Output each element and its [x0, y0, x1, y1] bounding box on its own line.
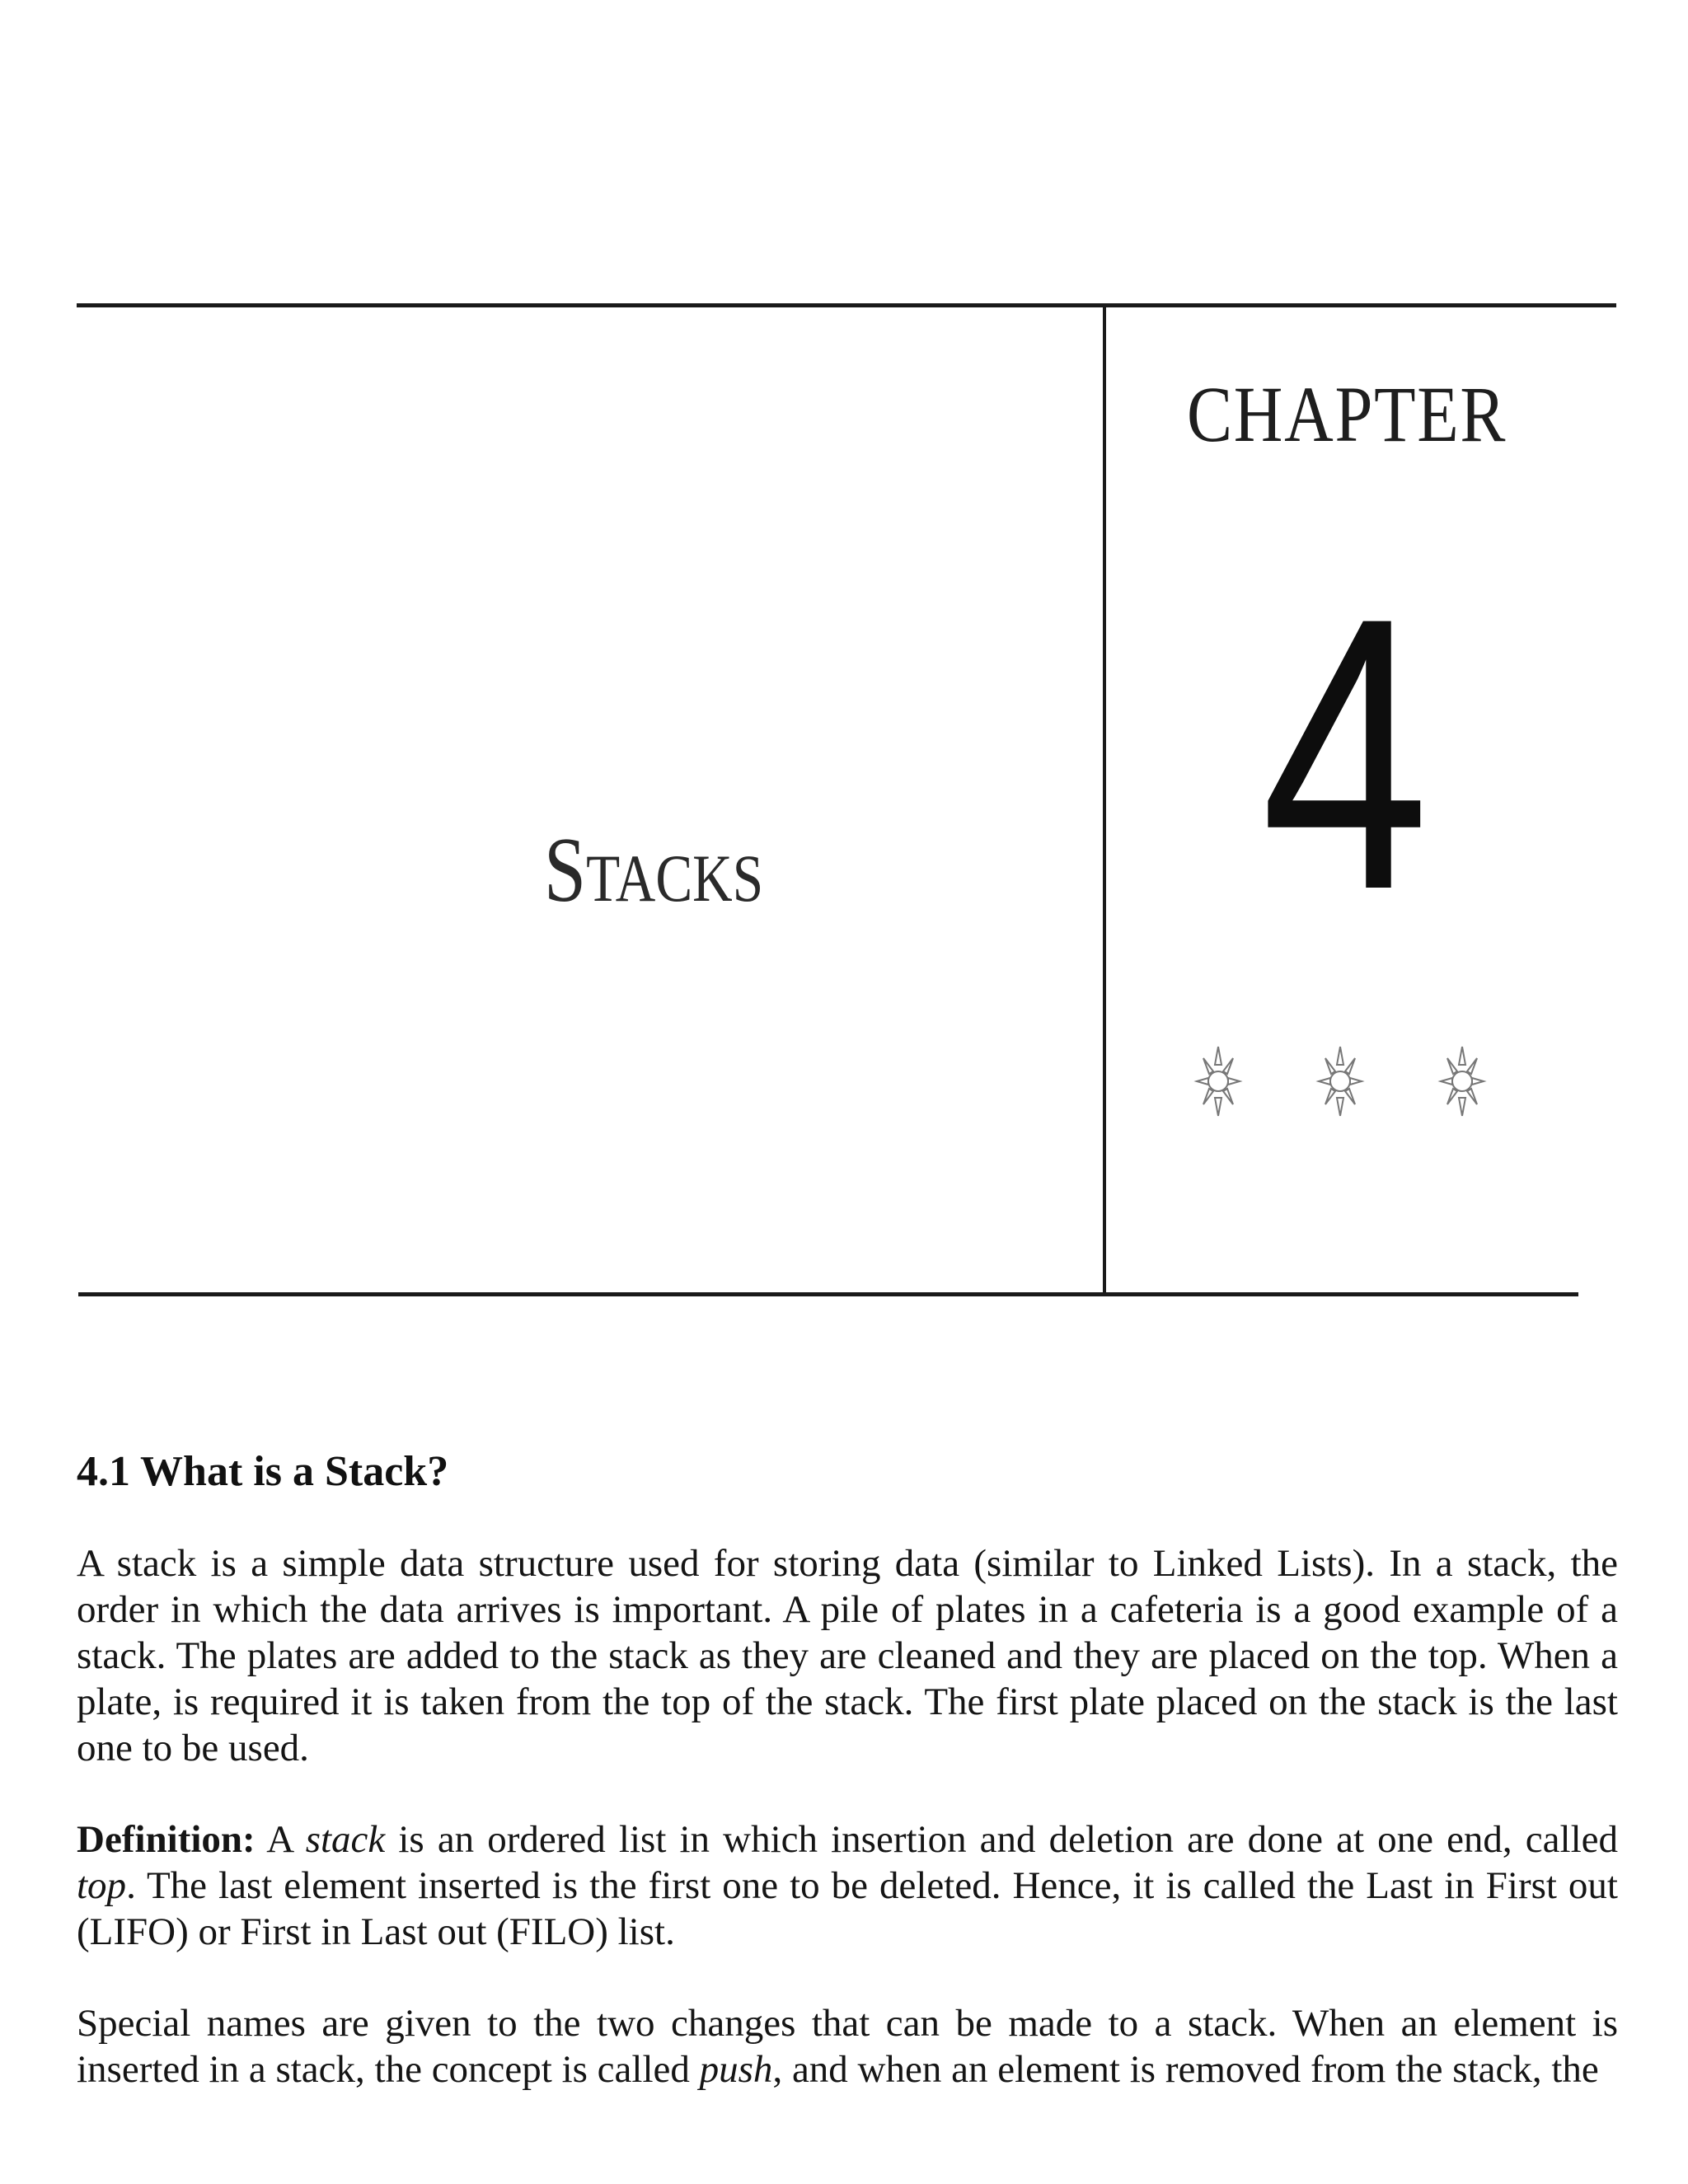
definition-text-2: is an ordered list in which insertion and deletion are done at one end, called: [385, 1818, 1618, 1862]
definition-term-top: top: [77, 1864, 127, 1908]
top-rule: [77, 303, 1616, 307]
definition-text-1: A: [255, 1818, 306, 1862]
paragraph-special-names: [77, 2000, 1618, 2093]
definition-label: Definition:: [77, 1818, 256, 1862]
special-names-text-2: , and when an element is removed from the stack, the: [772, 2048, 1599, 2092]
special-names-text-1: Special names are given to the two changes that can be made to a stack. When an element is inserted in a stack, the concept is called: [77, 2002, 1618, 2092]
chapter-number: 4: [1261, 537, 1429, 970]
chapter-title-rest: TACKS: [586, 841, 764, 916]
vertical-divider: [1103, 305, 1106, 1296]
section-heading: 4.1 What is a Stack?: [77, 1448, 449, 1495]
definition-term-stack: stack: [305, 1818, 386, 1862]
chapter-label: CHAPTER: [1187, 370, 1507, 458]
term-push: push: [699, 2048, 773, 2092]
sun-ornament-icon: [1193, 1040, 1243, 1122]
ornament-row: [1193, 1040, 1487, 1122]
chapter-title-initial: S: [544, 819, 587, 921]
paragraph-intro: A stack is a simple data structure used for storing data (similar to Linked Lists). In a stack, the order in which the data arrives is important. A pile of plates in a cafeteria is a good example of a stack. The plates are added to the stack as they are cleaned and they are placed on the top. When a plate, is required it is taken from the top of the stack. The first plate placed on the stack is the last one to be used.: [77, 1542, 1618, 1770]
definition-text-3: . The last element inserted is the first one to be deleted. Hence, it is called the Last in First out (LIFO) or First in Last out (FILO) list.: [77, 1864, 1618, 1954]
paragraph-definition: [77, 1816, 1618, 1955]
sun-ornament-icon: [1315, 1040, 1365, 1122]
chapter-title: [544, 819, 764, 921]
bottom-rule: [78, 1292, 1578, 1296]
body-content: [77, 1446, 1618, 2093]
sun-ornament-icon: [1437, 1040, 1487, 1122]
